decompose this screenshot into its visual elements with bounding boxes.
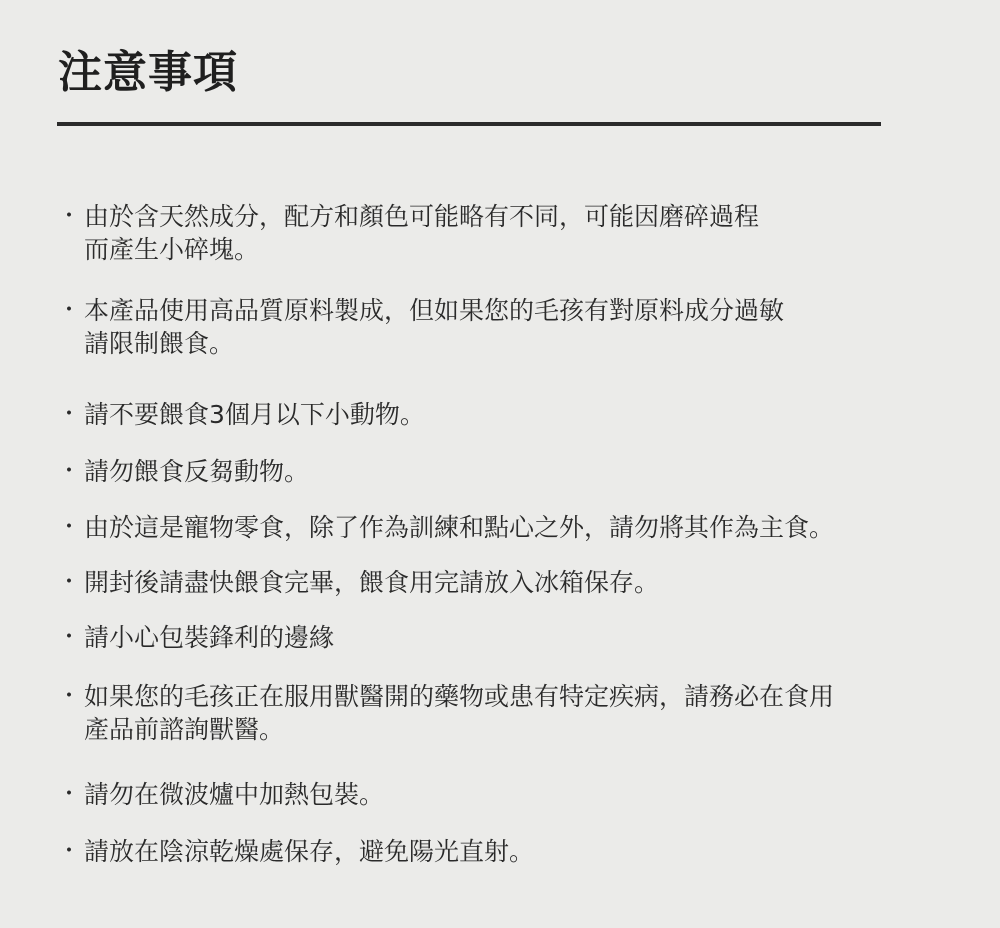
bullet-point: ・ — [58, 782, 81, 807]
page-title: 注意事項 — [58, 47, 238, 98]
precaution-text: 開封後請盡快餵食完畢，餵食用完請放入冰箱保存。 — [84, 568, 660, 597]
bullet-point: ・ — [58, 515, 81, 540]
precaution-text: 請放在陰涼乾燥處保存，避免陽光直射。 — [84, 837, 535, 866]
precaution-text: 如果您的毛孩正在服用獸醫開的藥物或患有特定疾病，請務必在食用 產品前諮詢獸醫。 — [84, 682, 835, 744]
precaution-text: 本產品使用高品質原料製成，但如果您的毛孩有對原料成分過敏 請限制餵食。 — [84, 296, 785, 358]
bullet-point: ・ — [58, 839, 81, 864]
bullet-point: ・ — [58, 204, 81, 229]
precaution-text: 由於這是寵物零食，除了作為訓練和點心之外，請勿將其作為主食。 — [84, 513, 835, 542]
precaution-text: 請勿餵食反芻動物。 — [84, 457, 310, 486]
precaution-text: 由於含天然成分，配方和顏色可能略有不同，可能因磨碎過程 而產生小碎塊。 — [84, 202, 760, 264]
title-divider — [57, 122, 881, 126]
precaution-text: 請小心包裝鋒利的邊緣 — [84, 623, 335, 652]
precaution-text: 請不要餵食3個月以下小動物。 — [84, 400, 425, 429]
bullet-point: ・ — [58, 684, 81, 709]
bullet-point: ・ — [58, 402, 81, 427]
bullet-point: ・ — [58, 459, 81, 484]
bullet-point: ・ — [58, 298, 81, 323]
bullet-point: ・ — [58, 570, 81, 595]
bullet-point: ・ — [58, 625, 81, 650]
precaution-text: 請勿在微波爐中加熱包裝。 — [84, 780, 385, 809]
